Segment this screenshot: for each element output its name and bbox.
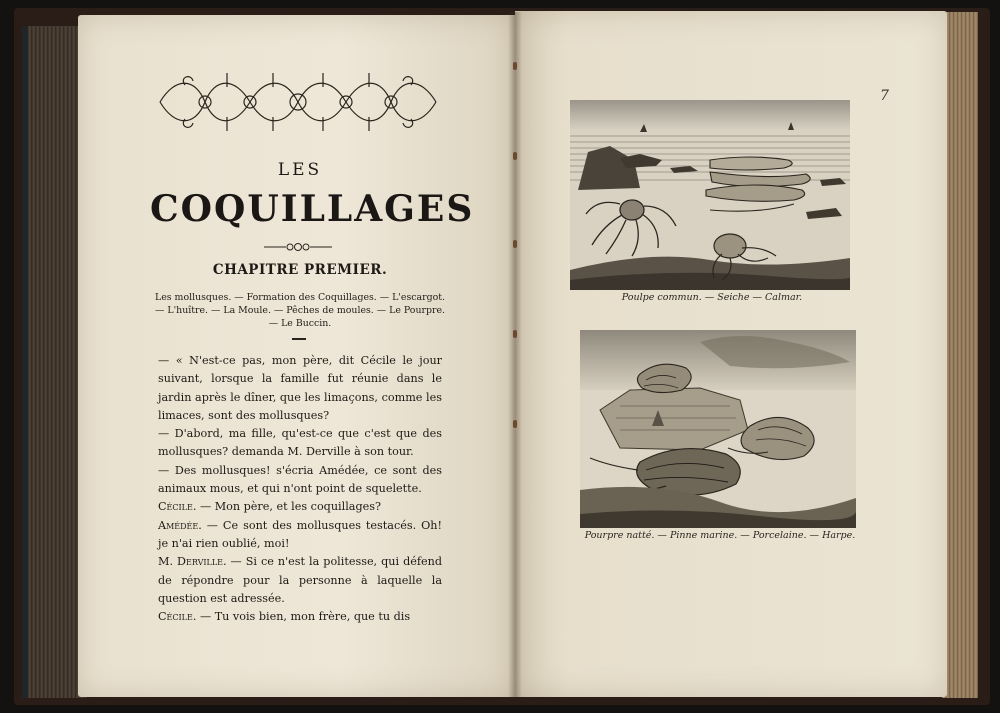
page-edges-left — [22, 26, 86, 698]
binding-stitch — [513, 330, 517, 338]
speaker: Cécile. — [158, 500, 197, 514]
gutter-shadow — [508, 12, 522, 697]
page-title: COQUILLAGES — [150, 188, 475, 230]
paragraph-text: — Mon père, et les coquillages? — [196, 500, 381, 514]
ornament-headpiece-icon — [155, 67, 441, 137]
paragraph — [158, 462, 442, 499]
plate-caption-bottom: Pourpre natté. — Pinne marine. — Porcelaine. — Harpe. — [584, 530, 856, 541]
paragraph-text: — Tu vois bien, mon frère, que tu dis — [196, 610, 411, 624]
chapter-summary — [154, 291, 446, 330]
binding-stitch — [513, 152, 517, 160]
paragraph — [158, 352, 442, 425]
title-small: LES — [277, 160, 323, 180]
speaker: Cécile. — [158, 610, 197, 624]
paragraph-text: — Des mollusques! s'écria Amédée, ce sont des animaux mous, et qui n'ont point de squelette. — [158, 463, 442, 496]
paragraph-text: — « N'est-ce pas, mon père, dit Cécile le jour suivant, lorsque la famille fut réunie dans le jardin après le dîner, que les limaçons, comme les limaces, sont des mollusques? — [158, 354, 442, 422]
ornamental-divider-icon — [262, 241, 334, 253]
paragraph-text: — Ce sont des mollusques testacés. Oh! je n'ai rien oublié, moi! — [158, 518, 442, 550]
paragraph-text: — Si ce n'est la politesse, qui défend de répondre pour la personne à laquelle la question est adressée. — [158, 555, 442, 605]
summary-line: — L'huître. — La Moule. — Pêches de moules. — Le Pourpre. — [155, 305, 445, 316]
page-edges-right — [942, 12, 978, 698]
binding-stitch — [513, 62, 517, 70]
engraving-octopus-squid-plate — [570, 100, 850, 290]
paragraph — [158, 498, 442, 516]
engraving-shells-plate — [580, 330, 856, 528]
speaker: M. Derville. — [158, 555, 227, 569]
body-text — [158, 352, 442, 626]
chapter-heading: CHAPITRE PREMIER. — [212, 262, 388, 278]
speaker: Amédée. — [158, 518, 202, 532]
binding-stitch — [513, 240, 517, 248]
page-number: 7 — [880, 88, 889, 104]
section-rule — [292, 338, 306, 340]
summary-line: — Le Buccin. — [268, 318, 332, 329]
paragraph — [158, 608, 442, 626]
summary-line: Les mollusques. — Formation des Coquillages. — L'escargot. — [154, 292, 445, 303]
binding-stitch — [513, 420, 517, 428]
paragraph — [158, 425, 442, 462]
paragraph — [158, 553, 442, 608]
paragraph-text: — D'abord, ma fille, qu'est-ce que c'est que des mollusques? demanda M. Derville à son tour. — [158, 427, 442, 459]
plate-caption-top: Poulpe commun. — Seiche — Calmar. — [621, 292, 803, 303]
paragraph — [158, 517, 442, 554]
